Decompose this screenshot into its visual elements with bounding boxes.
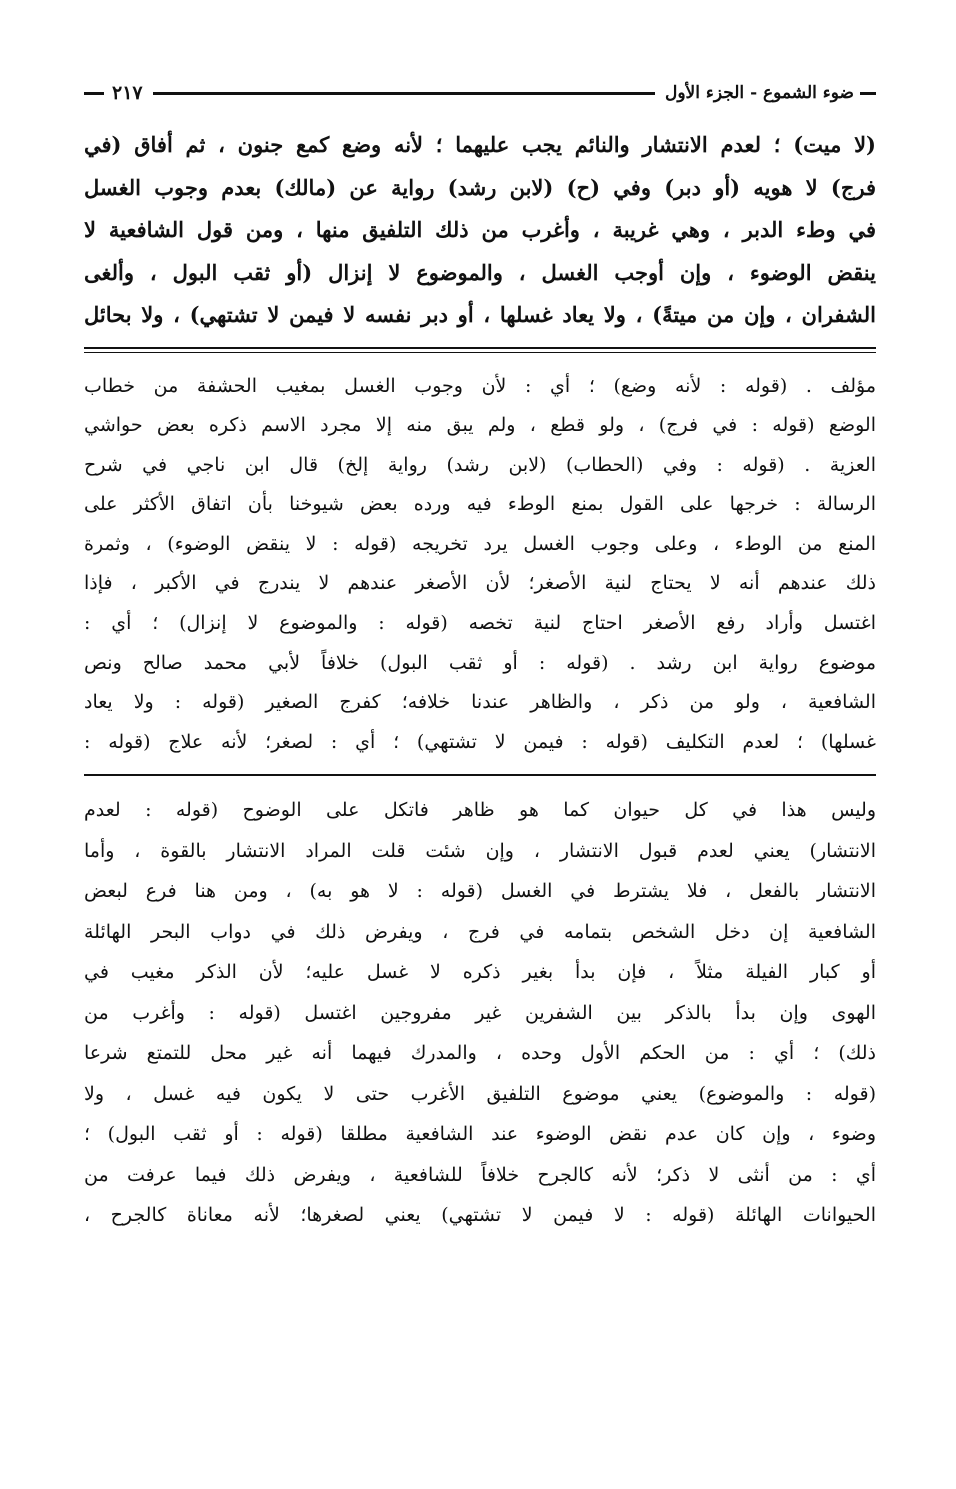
sharh-line: المنع من الوطء ، وعلى وجوب الغسل يرد تخريجه (قوله : لا ينقض الوضوء) ، وثمرة [84, 532, 876, 555]
hashiya-line: الانتشار) يعني لعدم قبول الانتشار ، وإن شئت قلت المراد الانتشار بالقوة ، وأما [84, 839, 876, 862]
matn-line: (لا ميت) ؛ لعدم الانتشار والنائم يجب عليهما ؛ لأنه وضع كمع جنون ، ثم أفاق (في [84, 132, 876, 157]
section-divider [84, 774, 876, 776]
hashiya-line: أي : من أنثى لا ذكر؛ لأنه كالجرح خلافاً للشافعية ، ويفرض ذلك فيما عرفت من [84, 1163, 876, 1186]
hashiya-line: ذلك) ؛ أي : من الحكم الأول وحده ، والمدرك فيهما أنه غير محل للتمتع شرعا [84, 1042, 876, 1065]
hashiya-line: الانتشار بالفعل ، فلا يشترط في الغسل (قوله : لا هو به) ، ومن هنا فرع لبعض [84, 880, 876, 903]
header-dash [860, 92, 876, 95]
sharh-line: الرسالة : خرجها على القول بمنع الوطء فيه ورده بعض شيوخنا بأن اتفاق الأكثر على [84, 493, 876, 516]
sharh-text-block [84, 367, 876, 763]
sharh-line: الشافعية ، ولو من ذكر ، والظاهر عندنا خلافه؛ كفرج الصغير (قوله : ولا يعاد [84, 691, 876, 714]
matn-line: الشفران ، وإن من ميتةً) ، ولا يعاد غسلها ، أو دبر نفسه لا فيمن لا تشتهي) ، ولا بحائل [84, 302, 876, 327]
header-title: ضوء الشموع - الجزء الأول [665, 83, 854, 103]
sharh-line: مؤلف . (قوله : لأنه وضع) ؛ أي : لأن وجوب الغسل بمغيب الحشفة من خطاب [84, 374, 876, 397]
matn-text-block [84, 124, 876, 337]
hashiya-line: وضوء ، وإن كان عدم نقض الوضوء عند الشافعية مطلقا (قوله : أو ثقب البول) ؛ [84, 1123, 876, 1146]
section-divider-double [84, 347, 876, 353]
sharh-line: موضوع رواية ابن رشد . (قوله : أو ثقب البول) خلافاً لأبي محمد صالح ونص [84, 651, 876, 674]
hashiya-line: الشافعية إن دخل الشخص بتمامه في فرج ، ويفرض ذلك في دواب البحر الهائلة [84, 920, 876, 943]
sharh-line: ذلك عندهم أنه لا يحتاج لنية الأصغر؛ لأن الأصغر عندهم لا يندرج في الأكبر ، فإذا [84, 572, 876, 595]
sharh-line: الوضع (قوله : في فرج) ، ولو قطع ، ولم يبق منه إلا مجرد الاسم ذكره بعض حواشي [84, 414, 876, 437]
matn-line: فرج) لا هويه (أو دبر) وفي (ح) (لابن رشد) رواية عن (مالك) بعدم وجوب الغسل [84, 174, 876, 200]
running-header [84, 76, 876, 110]
book-page [84, 76, 876, 1236]
sharh-line: العزية . (قوله : وفي (الحطاب) (لابن رشد) رواية إلخ) قال ابن ناجي في شرح [84, 453, 876, 476]
header-rule [153, 92, 655, 95]
sharh-line: اغتسل وأراد رفع الأصغر احتاج لنية تخصه (قوله : والموضوع لا إنزال) ؛ أي : [84, 612, 876, 635]
matn-line: في وطء الدبر ، وهي غريبة ، وأغرب من ذلك التلفيق منها ، ومن قول الشافعية لا [84, 217, 876, 242]
hashiya-line: الحيوانات الهائلة (قوله : لا فيمن لا تشتهي) يعني لصغرها؛ لأنه معاناة كالجرح ، [84, 1204, 876, 1227]
hashiya-line: أو كبار الفيلة مثلاً ، فإن بدأ بغير ذكره لا غسل عليه؛ لأن الذكر مغيب في [84, 961, 876, 984]
sharh-line: غسلها) ؛ لعدم التكليف (قوله : فيمن لا تشتهي) ؛ أي : لصغر؛ لأنه علاج (قوله : [84, 730, 876, 753]
hashiya-text-block [84, 790, 876, 1236]
page-number: ٢١٧ [112, 82, 143, 104]
hashiya-line: وليس هذا في كل حيوان كما هو ظاهر فاتكل على الوضوح (قوله : لعدم [84, 799, 876, 822]
matn-line: ينقض الوضوء ، وإن أوجب الغسل ، والموضوع لا إنزال (أو ثقب البول ، وألغى [84, 259, 876, 285]
hashiya-line: (قوله : والموضوع) يعني موضوع التلفيق الأغرب حتى لا يكون فيه غسل ، ولا [84, 1082, 876, 1105]
hashiya-line: الهوى وإن بدأ بالذكر بين الشفرين غير مفروجين اغتسل (قوله : وأغرب من [84, 1001, 876, 1024]
header-dash-end [84, 92, 104, 95]
